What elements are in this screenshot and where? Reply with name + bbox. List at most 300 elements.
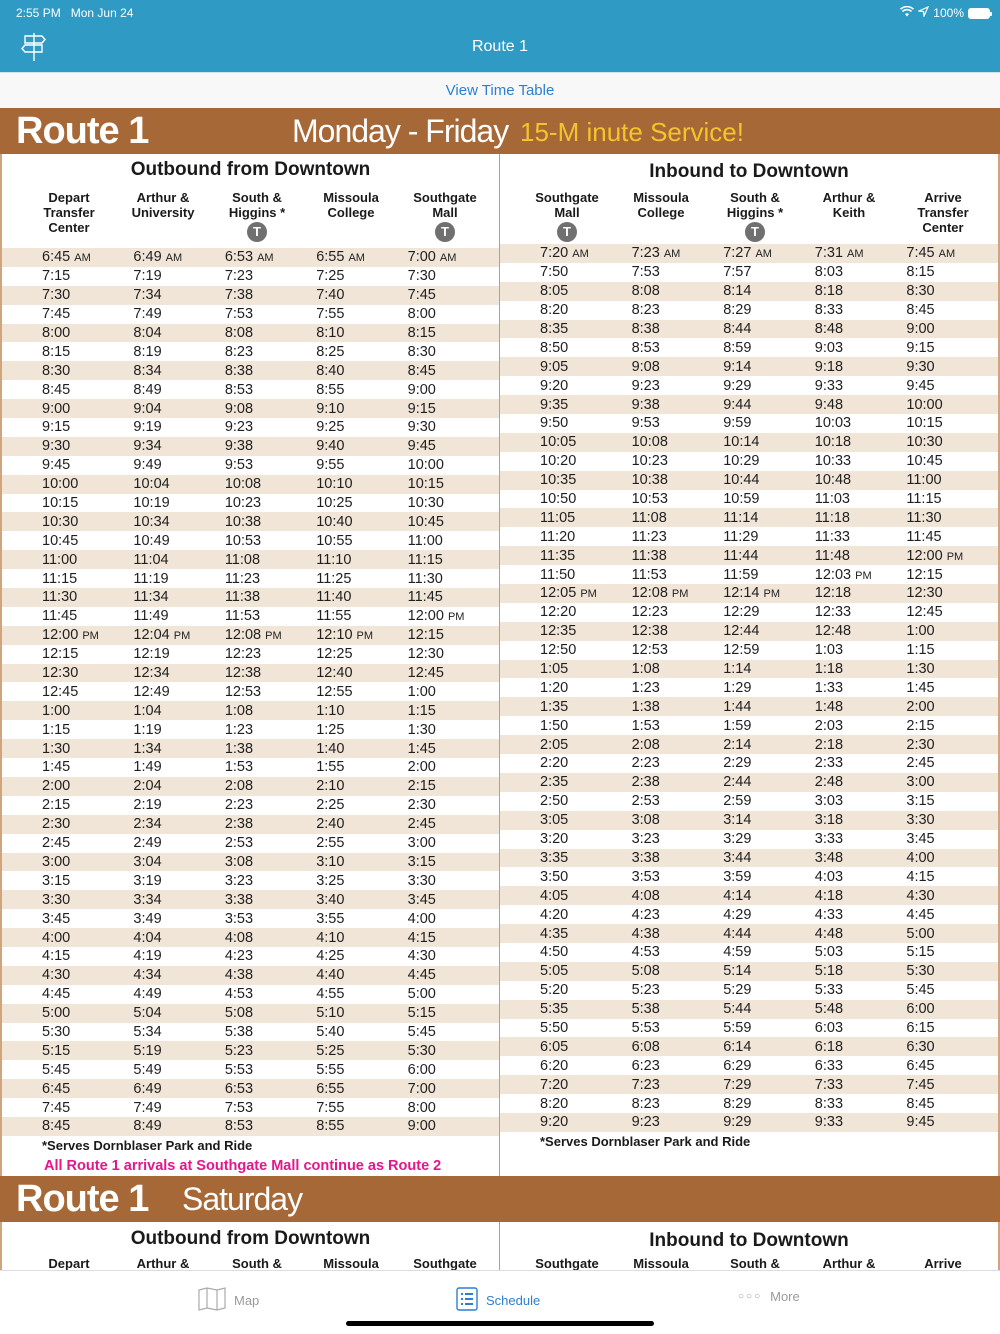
time-cell: 1:10 bbox=[316, 702, 345, 719]
time-cell: 7:45 bbox=[42, 306, 71, 323]
table-row bbox=[500, 376, 998, 395]
table-row bbox=[500, 867, 998, 886]
time-cell: 9:45 bbox=[906, 1114, 935, 1131]
time-cell: 2:45 bbox=[42, 835, 71, 852]
table-row bbox=[500, 697, 998, 716]
time-cell: 1:50 bbox=[540, 717, 569, 734]
time-cell: 10:38 bbox=[631, 472, 668, 489]
table-row bbox=[2, 947, 499, 966]
time-cell: 1:15 bbox=[407, 702, 436, 719]
time-cell: 9:38 bbox=[631, 396, 660, 413]
time-cell: 2:53 bbox=[224, 835, 254, 852]
time-cell: 4:38 bbox=[224, 967, 254, 984]
inbound-title: Inbound to Downtown bbox=[649, 161, 849, 182]
time-cell: 5:53 bbox=[224, 1061, 254, 1078]
column-header: Arrive Transfer Center bbox=[917, 190, 969, 235]
time-cell: 5:03 bbox=[814, 944, 844, 961]
time-cell: 3:03 bbox=[814, 793, 844, 810]
time-cell: 10:30 bbox=[906, 434, 943, 451]
time-cell: 9:45 bbox=[906, 377, 935, 394]
time-cell: 9:23 bbox=[224, 419, 254, 436]
time-cell: 3:23 bbox=[224, 872, 254, 889]
table-row bbox=[500, 678, 998, 697]
time-cell: 8:30 bbox=[42, 362, 71, 379]
time-cell: 8:03 bbox=[814, 264, 844, 281]
time-cell: 11:34 bbox=[133, 589, 169, 606]
time-cell: 5:18 bbox=[814, 963, 844, 980]
time-cell: 1:55 bbox=[316, 759, 345, 776]
tab-schedule[interactable] bbox=[456, 1287, 540, 1314]
time-cell: 4:08 bbox=[224, 929, 254, 946]
table-row bbox=[500, 622, 998, 641]
time-cell: 1:30 bbox=[42, 740, 71, 757]
time-cell: 6:55 bbox=[316, 1080, 345, 1097]
home-indicator[interactable] bbox=[346, 1321, 654, 1326]
time-cell: 1:30 bbox=[906, 661, 935, 678]
table-row bbox=[500, 1113, 998, 1132]
time-cell: 5:48 bbox=[814, 1001, 844, 1018]
time-cell: 9:00 bbox=[407, 1118, 436, 1135]
time-cell: 5:29 bbox=[723, 982, 752, 999]
time-cell: 5:34 bbox=[133, 1023, 162, 1040]
time-cell: 2:05 bbox=[540, 736, 569, 753]
time-cell: 6:45 AM bbox=[42, 249, 91, 266]
inbound-headers bbox=[500, 182, 998, 244]
time-cell: 5:23 bbox=[224, 1042, 254, 1059]
time-cell: 7:23 bbox=[631, 1076, 660, 1093]
time-cell: 5:59 bbox=[723, 1019, 752, 1036]
map-icon bbox=[198, 1287, 226, 1314]
time-cell: 12:38 bbox=[631, 623, 668, 640]
time-cell: 8:45 bbox=[407, 362, 436, 379]
table-row bbox=[2, 494, 499, 513]
time-cell: 2:30 bbox=[906, 736, 935, 753]
time-cell: 7:57 bbox=[723, 264, 752, 281]
time-cell: 2:15 bbox=[42, 797, 71, 814]
tab-label: Schedule bbox=[486, 1293, 541, 1308]
time-cell: 12:34 bbox=[133, 665, 170, 682]
tab-more[interactable] bbox=[738, 1289, 800, 1304]
time-cell: 3:38 bbox=[224, 891, 254, 908]
time-cell: 4:29 bbox=[723, 906, 752, 923]
table-row bbox=[500, 395, 998, 414]
time-cell: 7:29 bbox=[723, 1076, 752, 1093]
table-row bbox=[500, 527, 998, 546]
time-cell: 1:53 bbox=[631, 717, 660, 734]
time-cell: 10:23 bbox=[631, 453, 668, 470]
column-header: South & bbox=[232, 1255, 282, 1270]
time-cell: 8:05 bbox=[540, 283, 569, 300]
time-cell: 5:25 bbox=[316, 1042, 345, 1059]
time-cell: 9:25 bbox=[316, 419, 345, 436]
time-cell: 10:53 bbox=[631, 491, 668, 508]
time-cell: 12:00 PM bbox=[42, 627, 99, 644]
time-cell: 5:08 bbox=[631, 963, 660, 980]
table-row bbox=[2, 1060, 499, 1079]
time-cell: 5:04 bbox=[133, 1005, 162, 1022]
time-cell: 8:38 bbox=[631, 321, 660, 337]
time-cell: 1:08 bbox=[224, 702, 254, 719]
time-cell: 7:38 bbox=[224, 287, 254, 304]
time-cell: 11:30 bbox=[42, 589, 78, 606]
time-cell: 4:03 bbox=[814, 868, 844, 885]
time-cell: 8:55 bbox=[316, 1118, 345, 1135]
time-cell: 12:00 PM bbox=[906, 547, 964, 564]
time-cell: 1:15 bbox=[906, 642, 935, 659]
time-cell: 10:44 bbox=[723, 472, 760, 489]
time-cell: 5:14 bbox=[723, 963, 752, 980]
view-timetable-link[interactable]: View Time Table bbox=[445, 82, 555, 99]
time-cell: 11:33 bbox=[814, 528, 850, 545]
column-header: Southgate bbox=[413, 1255, 477, 1270]
time-cell: 2:25 bbox=[316, 797, 345, 814]
time-cell: 10:35 bbox=[540, 472, 577, 489]
time-cell: 10:34 bbox=[133, 513, 170, 530]
time-cell: 12:59 bbox=[723, 642, 760, 659]
table-row bbox=[2, 267, 499, 286]
time-cell: 9:00 bbox=[906, 321, 935, 337]
time-cell: 4:10 bbox=[316, 929, 345, 946]
time-cell: 8:45 bbox=[42, 1118, 71, 1135]
time-cell: 2:08 bbox=[224, 778, 254, 795]
time-cell: 10:20 bbox=[540, 453, 577, 470]
table-row bbox=[500, 471, 998, 490]
time-cell: 11:00 bbox=[42, 551, 78, 568]
time-cell: 10:08 bbox=[631, 434, 668, 451]
saturday-outbound-table bbox=[2, 1222, 500, 1270]
time-cell: 6:14 bbox=[723, 1038, 752, 1055]
time-cell: 2:15 bbox=[407, 778, 436, 795]
time-cell: 7:40 bbox=[316, 287, 345, 304]
time-cell: 10:45 bbox=[42, 532, 79, 549]
table-row bbox=[2, 512, 499, 531]
time-cell: 3:30 bbox=[42, 891, 71, 908]
time-cell: 3:10 bbox=[316, 853, 345, 870]
saturday-inbound-table bbox=[500, 1222, 998, 1270]
status-date: Mon Jun 24 bbox=[70, 6, 134, 20]
table-row bbox=[2, 645, 499, 664]
time-cell: 10:00 bbox=[42, 476, 79, 493]
time-cell: 5:05 bbox=[540, 963, 569, 980]
table-row bbox=[2, 475, 499, 494]
table-row bbox=[2, 380, 499, 399]
time-cell: 1:59 bbox=[723, 717, 752, 734]
time-cell: 4:30 bbox=[407, 948, 436, 965]
transfer-point-icon: T bbox=[745, 222, 765, 242]
table-row bbox=[2, 550, 499, 569]
time-cell: 7:00 bbox=[407, 1080, 436, 1097]
table-row bbox=[500, 660, 998, 679]
table-row bbox=[2, 1079, 499, 1098]
route-label: Route 1 bbox=[16, 110, 149, 152]
time-cell: 9:10 bbox=[316, 400, 345, 417]
time-cell: 12:53 bbox=[224, 683, 262, 700]
time-cell: 4:45 bbox=[42, 986, 71, 1003]
time-cell: 9:23 bbox=[631, 377, 660, 394]
time-cell: 10:23 bbox=[224, 495, 262, 512]
time-cell: 2:04 bbox=[133, 778, 162, 795]
table-row bbox=[2, 720, 499, 739]
time-cell: 3:29 bbox=[723, 831, 752, 848]
time-cell: 8:45 bbox=[42, 381, 71, 398]
more-icon: ○○○ bbox=[738, 1291, 763, 1302]
table-row bbox=[2, 361, 499, 380]
time-cell: 7:34 bbox=[133, 287, 162, 304]
time-cell: 4:00 bbox=[407, 910, 436, 927]
table-row bbox=[500, 452, 998, 471]
time-cell: 4:18 bbox=[814, 887, 844, 904]
table-row bbox=[2, 588, 499, 607]
outbound-table bbox=[2, 154, 500, 1176]
time-cell: 9:14 bbox=[723, 358, 752, 375]
time-cell: 6:20 bbox=[540, 1057, 569, 1074]
time-cell: 5:38 bbox=[224, 1023, 254, 1040]
table-row bbox=[2, 682, 499, 701]
time-cell: 1:15 bbox=[42, 721, 71, 738]
time-cell: 7:49 bbox=[133, 306, 162, 323]
time-cell: 2:38 bbox=[631, 774, 660, 791]
column-header: Southgate bbox=[535, 1255, 599, 1270]
column-header: Depart Transfer Center bbox=[43, 190, 95, 235]
service-label: 15-M inute Service! bbox=[520, 117, 744, 147]
time-cell: 11:15 bbox=[42, 570, 78, 587]
saturday-banner bbox=[0, 1176, 1000, 1222]
table-row bbox=[500, 641, 998, 660]
time-cell: 9:23 bbox=[631, 1114, 660, 1131]
time-cell: 12:08 PM bbox=[631, 585, 689, 602]
time-cell: 9:38 bbox=[224, 438, 254, 455]
time-cell: 4:33 bbox=[814, 906, 844, 923]
table-row bbox=[500, 943, 998, 962]
time-cell: 7:45 bbox=[42, 1099, 71, 1116]
time-cell: 4:40 bbox=[316, 967, 345, 984]
table-row bbox=[2, 399, 499, 418]
transfer-point-icon: T bbox=[557, 222, 577, 242]
time-cell: 8:38 bbox=[224, 362, 254, 379]
table-row bbox=[2, 1023, 499, 1042]
time-cell: 4:00 bbox=[42, 929, 71, 946]
time-cell: 5:33 bbox=[814, 982, 844, 999]
outbound-title: Outbound from Downtown bbox=[130, 159, 371, 180]
time-cell: 12:30 bbox=[906, 585, 943, 602]
list-icon bbox=[456, 1287, 478, 1314]
time-cell: 12:30 bbox=[42, 665, 79, 682]
time-cell: 8:15 bbox=[407, 325, 436, 341]
time-cell: 8:33 bbox=[814, 1095, 844, 1112]
time-cell: 9:18 bbox=[814, 358, 844, 375]
time-cell: 6:33 bbox=[814, 1057, 844, 1074]
time-cell: 5:00 bbox=[407, 986, 436, 1003]
time-cell: 1:40 bbox=[316, 740, 345, 757]
table-row bbox=[2, 777, 499, 796]
time-cell: 3:40 bbox=[316, 891, 345, 908]
time-cell: 8:44 bbox=[723, 321, 752, 337]
time-cell: 8:15 bbox=[42, 343, 71, 360]
table-row bbox=[500, 282, 998, 301]
navigation-header bbox=[0, 0, 1000, 72]
time-cell: 4:23 bbox=[224, 948, 254, 965]
time-cell: 12:15 bbox=[42, 646, 79, 663]
time-cell: 2:29 bbox=[723, 755, 752, 772]
time-cell: 8:50 bbox=[540, 339, 569, 356]
time-cell: 1:00 bbox=[407, 683, 436, 700]
time-cell: 6:53 AM bbox=[224, 249, 274, 266]
time-cell: 3:04 bbox=[133, 853, 162, 870]
battery-icon bbox=[968, 8, 990, 19]
time-cell: 11:20 bbox=[540, 528, 576, 545]
time-cell: 7:31 AM bbox=[814, 245, 864, 262]
time-cell: 12:00 PM bbox=[407, 608, 465, 625]
time-cell: 8:18 bbox=[814, 283, 844, 300]
footnote: *Serves Dornblaser Park and Ride bbox=[540, 1133, 751, 1149]
inbound-title: Inbound to Downtown bbox=[649, 1229, 849, 1251]
time-cell: 4:53 bbox=[224, 986, 254, 1003]
time-cell: 12:15 bbox=[407, 627, 444, 644]
table-row bbox=[500, 603, 998, 622]
time-cell: 9:00 bbox=[42, 400, 71, 417]
time-cell: 4:53 bbox=[631, 944, 660, 961]
inbound-table bbox=[500, 154, 998, 1176]
time-cell: 11:53 bbox=[224, 608, 261, 625]
table-row bbox=[500, 320, 998, 339]
time-cell: 12:19 bbox=[133, 646, 170, 663]
column-header: South & Higgins * T bbox=[708, 182, 802, 244]
time-cell: 4:55 bbox=[316, 986, 345, 1003]
time-cell: 1:20 bbox=[540, 679, 569, 696]
time-cell: 6:00 bbox=[906, 1001, 935, 1018]
time-cell: 4:45 bbox=[906, 906, 935, 923]
time-cell: 12:45 bbox=[42, 683, 79, 700]
time-cell: 3:30 bbox=[407, 872, 436, 889]
time-cell: 11:45 bbox=[42, 608, 78, 625]
table-row bbox=[500, 716, 998, 735]
column-header: Depart bbox=[48, 1255, 90, 1270]
time-cell: 11:25 bbox=[316, 570, 352, 587]
time-cell: 10:19 bbox=[133, 495, 170, 512]
time-cell: 8:15 bbox=[906, 264, 935, 281]
time-cell: 2:35 bbox=[540, 774, 569, 791]
time-cell: 7:45 AM bbox=[906, 245, 956, 262]
location-arrow-icon bbox=[918, 6, 929, 20]
time-cell: 8:33 bbox=[814, 302, 844, 319]
time-cell: 12:25 bbox=[316, 646, 353, 663]
column-header: Arthur & bbox=[136, 1255, 190, 1270]
time-cell: 4:30 bbox=[906, 887, 935, 904]
time-cell: 4:15 bbox=[42, 948, 71, 965]
time-cell: 9:30 bbox=[42, 438, 71, 455]
time-cell: 3:59 bbox=[723, 868, 752, 885]
column-header: Missoula College bbox=[323, 190, 379, 220]
inbound-headers bbox=[500, 1250, 998, 1270]
table-row bbox=[500, 886, 998, 905]
time-cell: 5:23 bbox=[631, 982, 660, 999]
time-cell: 5:15 bbox=[42, 1042, 71, 1059]
time-cell: 5:20 bbox=[540, 982, 569, 999]
time-cell: 11:15 bbox=[906, 491, 942, 508]
time-cell: 10:38 bbox=[224, 513, 262, 530]
time-cell: 12:20 bbox=[540, 604, 577, 621]
time-cell: 8:53 bbox=[224, 381, 254, 398]
time-cell: 4:25 bbox=[316, 948, 345, 965]
table-row bbox=[500, 433, 998, 452]
time-cell: 3:20 bbox=[540, 831, 569, 848]
time-cell: 9:33 bbox=[814, 1114, 844, 1131]
tab-map[interactable] bbox=[198, 1287, 259, 1314]
time-cell: 3:38 bbox=[631, 849, 660, 866]
table-row bbox=[2, 626, 499, 645]
time-cell: 3:08 bbox=[224, 853, 254, 870]
time-cell: 3:14 bbox=[723, 812, 752, 829]
wifi-icon bbox=[900, 6, 914, 20]
time-cell: 7:23 AM bbox=[631, 245, 681, 262]
time-cell: 3:15 bbox=[407, 853, 436, 870]
time-cell: 5:00 bbox=[42, 1005, 71, 1022]
time-cell: 9:55 bbox=[316, 457, 345, 474]
time-cell: 3:45 bbox=[407, 891, 436, 908]
time-cell: 11:45 bbox=[906, 528, 942, 545]
time-cell: 11:44 bbox=[723, 547, 759, 564]
time-cell: 12:23 bbox=[224, 646, 262, 663]
time-cell: 5:55 bbox=[316, 1061, 345, 1078]
time-cell: 4:19 bbox=[133, 948, 162, 965]
time-cell: 5:10 bbox=[316, 1005, 345, 1022]
schedule-image[interactable] bbox=[0, 108, 1000, 1270]
time-cell: 9:20 bbox=[540, 377, 569, 394]
time-cell: 11:15 bbox=[407, 551, 443, 568]
table-row bbox=[2, 928, 499, 947]
time-cell: 7:53 bbox=[224, 306, 254, 323]
time-cell: 8:45 bbox=[906, 1095, 935, 1112]
time-cell: 9:15 bbox=[42, 419, 71, 436]
time-cell: 8:00 bbox=[407, 1099, 436, 1116]
time-cell: 11:08 bbox=[224, 551, 261, 568]
time-cell: 9:20 bbox=[540, 1114, 569, 1131]
table-row bbox=[2, 324, 499, 343]
time-cell: 2:50 bbox=[540, 793, 569, 810]
time-cell: 4:15 bbox=[906, 868, 935, 885]
table-row bbox=[500, 1037, 998, 1056]
route2-note: All Route 1 arrivals at Southgate Mall continue as Route 2 bbox=[44, 1157, 442, 1174]
time-cell: 8:20 bbox=[540, 302, 569, 319]
time-cell: 9:45 bbox=[407, 438, 436, 455]
time-cell: 7:25 bbox=[316, 268, 345, 285]
time-cell: 11:30 bbox=[407, 570, 443, 587]
time-cell: 10:55 bbox=[316, 532, 353, 549]
table-row bbox=[2, 701, 499, 720]
time-cell: 12:33 bbox=[814, 604, 852, 621]
time-cell: 9:34 bbox=[133, 438, 162, 455]
time-cell: 11:14 bbox=[723, 509, 759, 526]
time-cell: 3:49 bbox=[133, 910, 162, 927]
time-cell: 8:34 bbox=[133, 362, 162, 379]
time-cell: 1:44 bbox=[723, 698, 752, 715]
time-cell: 5:30 bbox=[906, 963, 935, 980]
column-header: South & Higgins * T bbox=[210, 182, 304, 248]
time-cell: 1:53 bbox=[224, 759, 254, 776]
time-cell: 8:55 bbox=[316, 381, 345, 398]
time-cell: 10:30 bbox=[407, 495, 444, 512]
table-row bbox=[500, 773, 998, 792]
time-cell: 4:48 bbox=[814, 925, 844, 942]
time-cell: 12:10 PM bbox=[316, 627, 374, 644]
table-row bbox=[2, 569, 499, 588]
time-cell: 6:53 bbox=[224, 1080, 254, 1097]
time-cell: 8:08 bbox=[631, 283, 660, 300]
time-cell: 9:30 bbox=[407, 419, 436, 436]
time-cell: 5:19 bbox=[133, 1042, 162, 1059]
time-cell: 5:30 bbox=[42, 1023, 71, 1040]
time-cell: 2:23 bbox=[631, 755, 660, 772]
